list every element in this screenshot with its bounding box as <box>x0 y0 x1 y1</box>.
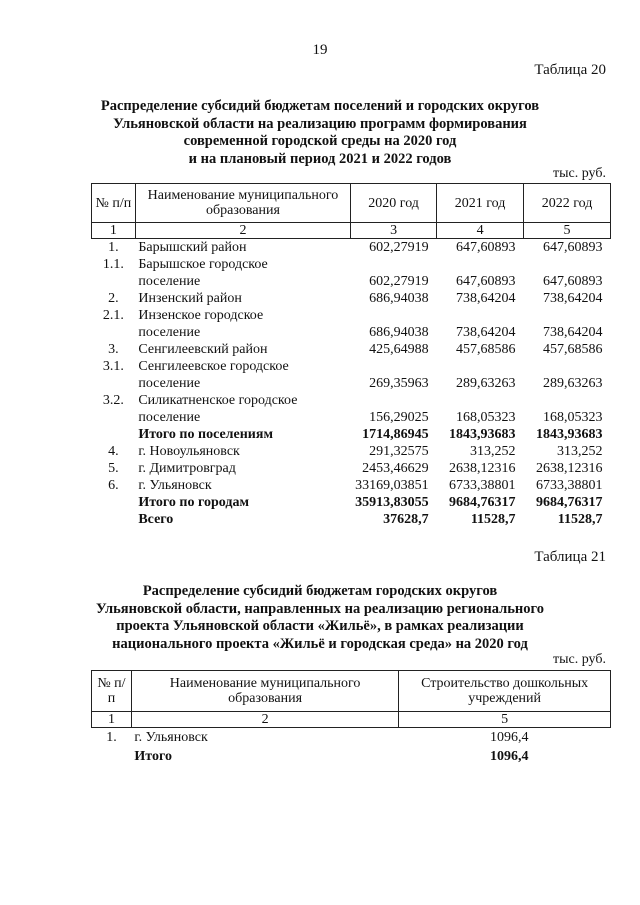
row-number <box>92 511 136 528</box>
table20-index-row <box>92 223 611 239</box>
table21-label: Таблица 21 <box>534 549 606 565</box>
row-number-text: 1. <box>108 240 119 255</box>
row-name <box>135 392 350 426</box>
row-number <box>92 392 136 426</box>
table20-label: Таблица 20 <box>534 62 606 78</box>
column-index: 5 <box>524 223 611 239</box>
row-value-v2: 11528,7 <box>470 512 516 527</box>
row-name-text: г. Димитровград <box>138 461 236 476</box>
table-row <box>92 728 611 748</box>
table-row <box>92 392 611 426</box>
row-name-continuation: поселение <box>138 376 201 391</box>
row-value-v1: 291,32575 <box>369 444 429 459</box>
row-number-text: 3.2. <box>102 393 124 408</box>
column-index: 1 <box>92 712 132 728</box>
row-value-v2: 289,63263 <box>456 376 516 391</box>
row-number-text: 3.1. <box>102 359 124 374</box>
row-value-v2: 313,252 <box>470 444 516 459</box>
table21-header-row <box>92 671 611 712</box>
table-row <box>92 511 611 528</box>
column-header-name: Наименование муниципального образования <box>135 184 350 223</box>
row-number <box>92 747 132 766</box>
table20-header-row <box>92 184 611 223</box>
row-number <box>92 290 136 307</box>
row-value-v1: 602,27919 <box>369 274 429 289</box>
row-name-text: Сенгилеевское городское <box>138 359 289 374</box>
table20-caption-line: и на плановый период 2021 и 2022 годов <box>188 150 452 167</box>
table21-units: тыс. руб. <box>553 652 606 667</box>
row-name-continuation: поселение <box>138 325 201 340</box>
row-value-v2: 457,68586 <box>456 342 516 357</box>
row-name <box>135 426 350 443</box>
row-value-v2: 2638,12316 <box>449 461 516 476</box>
table21-index-row <box>92 712 611 728</box>
column-header-number: № п/п <box>92 671 132 712</box>
table20-caption-line: современной городской среды на 2020 год <box>183 133 457 149</box>
column-header-name: Наименование муниципального образования <box>131 671 398 712</box>
row-number <box>92 494 136 511</box>
row-value-v2: 738,64204 <box>456 291 516 306</box>
row-value-v3: 647,60893 <box>543 240 603 255</box>
row-value-v3: 457,68586 <box>543 342 603 357</box>
row-value-v1: 602,27919 <box>369 240 429 255</box>
row-number <box>92 341 136 358</box>
row-value-v2: 647,60893 <box>456 240 516 255</box>
row-name <box>135 256 350 290</box>
table-row <box>92 460 611 477</box>
row-number <box>92 460 136 477</box>
table-row <box>92 256 611 290</box>
column-header-2022: 2022 год <box>524 184 611 223</box>
row-value-v3: 738,64204 <box>543 291 603 306</box>
table20 <box>91 183 611 528</box>
row-value-v3: 11528,7 <box>557 512 603 527</box>
column-index: 5 <box>399 712 611 728</box>
table20-caption-line: Распределение субсидий бюджетам поселений и городских округов <box>100 98 540 114</box>
row-name-text: Барышский район <box>138 240 247 255</box>
row-number-text: 2. <box>108 291 119 306</box>
row-number <box>92 358 136 392</box>
column-index: 2 <box>135 223 350 239</box>
table-row <box>92 477 611 494</box>
table-row <box>92 341 611 358</box>
row-number-text: 1.1. <box>102 257 124 272</box>
table21-caption-line: проекта Ульяновской области «Жильё», в рамках реализации <box>116 618 524 634</box>
row-value-v1: 425,64988 <box>369 342 429 357</box>
table-row <box>92 290 611 307</box>
row-number <box>92 426 136 443</box>
row-number-text: 2.1. <box>102 308 124 323</box>
row-value-v1: 686,94038 <box>369 291 429 306</box>
row-value-v3: 738,64204 <box>543 325 603 340</box>
row-value: 1096,4 <box>490 730 529 745</box>
row-number-text: 6. <box>108 478 119 493</box>
row-value-v2: 738,64204 <box>456 325 516 340</box>
row-number-text: 5. <box>108 461 119 476</box>
row-name-text: г. Ульяновск <box>138 478 212 493</box>
row-name-continuation: поселение <box>138 410 201 425</box>
row-value-v3: 9684,76317 <box>536 495 603 510</box>
row-name: г. Ульяновск <box>134 730 208 745</box>
table-row <box>92 358 611 392</box>
row-value-v2: 1843,93683 <box>449 427 516 442</box>
row-name: Итого <box>134 749 172 764</box>
column-index: 2 <box>131 712 398 728</box>
row-name-text: Силикатненское городское <box>138 393 298 408</box>
row-name <box>135 358 350 392</box>
table-row <box>92 239 611 257</box>
table21-caption-line: Распределение субсидий бюджетам городских округов <box>142 583 498 599</box>
row-number-text: 4. <box>108 444 119 459</box>
row-value-v1: 2453,46629 <box>362 461 429 476</box>
row-name <box>135 239 350 257</box>
row-name-text: Барышское городское <box>138 257 268 272</box>
row-name-text: Итого по городам <box>138 495 250 510</box>
row-value-v1: 1714,86945 <box>362 427 429 442</box>
table-row <box>92 426 611 443</box>
column-index: 3 <box>351 223 437 239</box>
row-value-v1: 156,29025 <box>369 410 429 425</box>
row-number <box>92 239 136 257</box>
row-number: 1. <box>106 730 117 745</box>
row-value-v1: 686,94038 <box>369 325 429 340</box>
row-name-text: Итого по поселениям <box>138 427 273 442</box>
row-name-text: Сенгилеевский район <box>138 342 268 357</box>
table-row <box>92 494 611 511</box>
column-index: 1 <box>92 223 136 239</box>
row-name <box>135 460 350 477</box>
row-number <box>92 477 136 494</box>
table21-caption-line: Ульяновской области, направленных на реализацию регионального <box>95 600 544 617</box>
table20-units: тыс. руб. <box>553 166 606 181</box>
table20-caption-line: Ульяновской области на реализацию программ формирования <box>113 115 527 132</box>
row-value-v1: 269,35963 <box>369 376 429 391</box>
row-value-v2: 6733,38801 <box>449 478 516 493</box>
row-name <box>135 494 350 511</box>
row-value-v1: 37628,7 <box>383 512 429 527</box>
table21 <box>91 670 611 766</box>
row-value-v2: 647,60893 <box>456 274 516 289</box>
table21-caption-line: национального проекта «Жильё и городская среда» на 2020 год <box>112 635 528 652</box>
row-name <box>135 341 350 358</box>
column-header-2020: 2020 год <box>351 184 437 223</box>
row-value-v2: 9684,76317 <box>449 495 516 510</box>
row-name <box>135 511 350 528</box>
row-number <box>92 307 136 341</box>
row-value-v3: 313,252 <box>557 444 603 459</box>
row-value-v3: 168,05323 <box>543 410 603 425</box>
column-header-2021: 2021 год <box>437 184 524 223</box>
table-row <box>92 307 611 341</box>
row-value-v3: 2638,12316 <box>536 461 603 476</box>
column-header-number: № п/п <box>92 184 136 223</box>
row-name <box>135 477 350 494</box>
row-name-continuation: поселение <box>138 274 201 289</box>
row-number <box>92 256 136 290</box>
column-header-construction: Строительство дошкольных учреждений <box>399 671 611 712</box>
row-value-v3: 289,63263 <box>543 376 603 391</box>
row-value-v3: 647,60893 <box>543 274 603 289</box>
row-value-v1: 33169,03851 <box>355 478 429 493</box>
row-name-text: Инзенское городское <box>138 308 264 323</box>
row-value-v1: 35913,83055 <box>355 495 429 510</box>
row-name <box>135 290 350 307</box>
row-number <box>92 443 136 460</box>
row-value-v2: 168,05323 <box>456 410 516 425</box>
table-row <box>92 443 611 460</box>
table-row <box>92 747 611 766</box>
row-value-v3: 6733,38801 <box>536 478 603 493</box>
row-value: 1096,4 <box>490 749 529 764</box>
row-name-text: Всего <box>138 512 174 527</box>
row-value-v3: 1843,93683 <box>536 427 603 442</box>
row-name-text: г. Новоульяновск <box>138 444 240 459</box>
row-name <box>135 307 350 341</box>
page-number: 19 <box>312 42 328 58</box>
table20-caption <box>0 98 640 168</box>
row-number-text: 3. <box>108 342 119 357</box>
column-index: 4 <box>437 223 524 239</box>
row-name <box>135 443 350 460</box>
row-name-text: Инзенский район <box>138 291 242 306</box>
table21-caption <box>0 583 640 653</box>
